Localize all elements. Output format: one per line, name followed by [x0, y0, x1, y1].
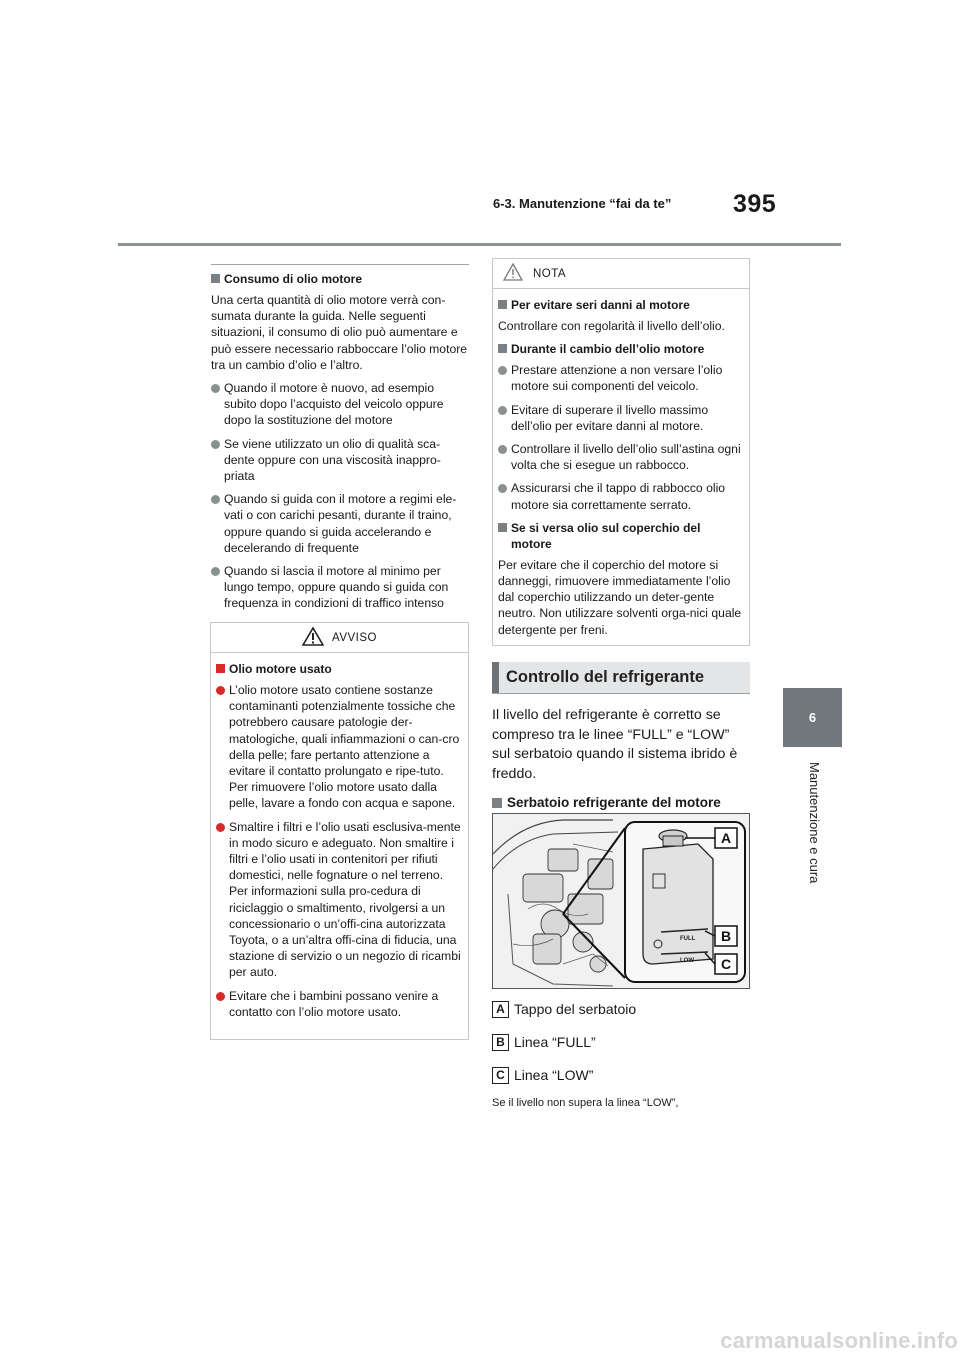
coolant-section-divider	[492, 693, 750, 694]
left-column	[211, 264, 469, 619]
warning-box	[210, 622, 469, 1040]
coolant-section-title: Controllo del refrigerante	[492, 662, 750, 693]
oil-spill-heading: Se si versa olio sul coperchio del motore	[498, 520, 743, 552]
caution-triangle-icon	[503, 263, 523, 284]
watermark: carmanualsonline.info	[720, 1328, 958, 1353]
note-box-body	[493, 289, 749, 649]
legend-badge-b: B	[492, 1034, 509, 1051]
list-item: Controllare il livello dell’olio sull’astina ogni volta che si esegue un rabbocco.	[498, 441, 743, 473]
oil-consumption-intro: Una certa quantità di olio motore verrà con-sumata durante la guida. Nelle seguenti situazioni, il consumo di olio può aumentare e può essere necessario rabboccare l’olio motore tra un cambio d’olio e l’altro.	[211, 293, 468, 372]
engine-bay-drawing	[493, 814, 750, 989]
page-number: 395	[733, 190, 777, 218]
low-line-mark: LOW	[680, 958, 694, 964]
list-item: Evitare di superare il livello massimo dell’olio per evitare danni al motore.	[498, 402, 743, 434]
list-item: Smaltire i filtri e l’olio usati esclusiva-mente in modo sicuro e adeguato. Non smaltire i filtri e l’olio usati in contenitori per rifiuti domestici, nelle fognature o nel terreno. Per informazioni sulla pro-cedura di riciclaggio o smaltimento, rivolgersi a un concessionario o un’offi-cina autorizzata Toyota, o a un’altra offi-cina di fiducia, una stazione di servizio o un negozio di ricambi per auto.	[216, 819, 462, 981]
coolant-reservoir-heading: Serbatoio refrigerante del motore	[492, 794, 750, 812]
oil-spill-text: Per evitare che il coperchio del motore si danneggi, rimuovere immediatamente l’olio dal coperchio utilizzando un deter-gente neutro. Non utilizzare solventi orga-nici quale detergente per freni.	[498, 557, 742, 637]
coolant-reservoir-illustration	[492, 813, 750, 989]
legend-text-a: Tappo del serbatoio	[514, 1001, 637, 1017]
note-box-title: NOTA	[533, 267, 567, 280]
legend-badge-c: C	[492, 1067, 509, 1084]
used-oil-heading: Olio motore usato	[216, 661, 462, 677]
warning-box-header	[211, 623, 468, 653]
list-item: Quando si lascia il motore al minimo per lungo tempo, oppure quando si guida con frequenza in condizioni di traffico intenso	[211, 563, 469, 612]
header-divider	[118, 243, 841, 246]
figure-badge-a: A	[720, 830, 732, 846]
chapter-tab-label	[786, 762, 842, 932]
warning-box-body	[211, 653, 468, 1031]
warning-triangle-icon	[302, 627, 324, 649]
right-column	[492, 258, 750, 812]
note-box	[492, 258, 750, 646]
oil-consumption-heading: Consumo di olio motore	[211, 271, 469, 287]
engine-damage-heading: Per evitare seri danni al motore	[498, 297, 743, 313]
coolant-intro: Il livello del refrigerante è corretto se compreso tra le linee “FULL” e “LOW” sul serbatoio quando il sistema ibrido è freddo.	[492, 707, 738, 782]
figure-badge-b: B	[720, 928, 732, 944]
legend-badge-a: A	[492, 1001, 509, 1018]
list-item: Evitare che i bambini possano venire a contatto con l’olio motore usato.	[216, 988, 462, 1020]
full-line-mark: FULL	[680, 936, 696, 942]
coolant-footnote: Se il livello non supera la linea “LOW”,	[492, 1097, 679, 1109]
list-item: Quando si guida con il motore a regimi ele-vati o con carichi pesanti, durante il traino, oppure quando si guida accelerando e decelerando di frequente	[211, 491, 469, 556]
legend-item-a	[492, 998, 636, 1020]
list-item: L’olio motore usato contiene sostanze contaminanti potenzialmente tossiche che potrebbero causare patologie der-matologiche, quali infiammazioni o can-cro della pelle; fare pertanto attenzione a evitare il contatto prolungato e ripe-tuto. Per rimuovere l’olio motore usato dalla pelle, lavare a fondo con acqua e sapone.	[216, 682, 462, 812]
warning-box-title: AVVISO	[332, 631, 377, 644]
section-title: 6-3. Manutenzione “fai da te”	[493, 196, 672, 211]
left-top-divider	[211, 264, 469, 265]
engine-damage-text: Controllare con regolarità il livello dell’olio.	[498, 319, 725, 333]
chapter-tab-number: 6	[783, 688, 842, 747]
list-item: Se viene utilizzato un olio di qualità sca-dente oppure con una viscosità inappro-priata	[211, 436, 469, 485]
list-item: Assicurarsi che il tappo di rabbocco olio motore sia correttamente serrato.	[498, 480, 743, 512]
chapter-tab-label-text: Manutenzione e cura	[807, 762, 822, 884]
legend-item-c	[492, 1064, 593, 1086]
list-item: Prestare attenzione a non versare l’olio motore sui componenti del veicolo.	[498, 362, 743, 394]
note-box-header	[493, 259, 749, 289]
oil-change-heading: Durante il cambio dell’olio motore	[498, 341, 743, 357]
legend-text-b: Linea “FULL”	[514, 1034, 596, 1050]
legend-item-b	[492, 1031, 596, 1053]
list-item: Quando il motore è nuovo, ad esempio subito dopo l’acquisto del veicolo oppure dopo la sostituzione del motore	[211, 380, 469, 429]
figure-badge-c: C	[720, 956, 732, 972]
legend-text-c: Linea “LOW”	[514, 1067, 594, 1083]
